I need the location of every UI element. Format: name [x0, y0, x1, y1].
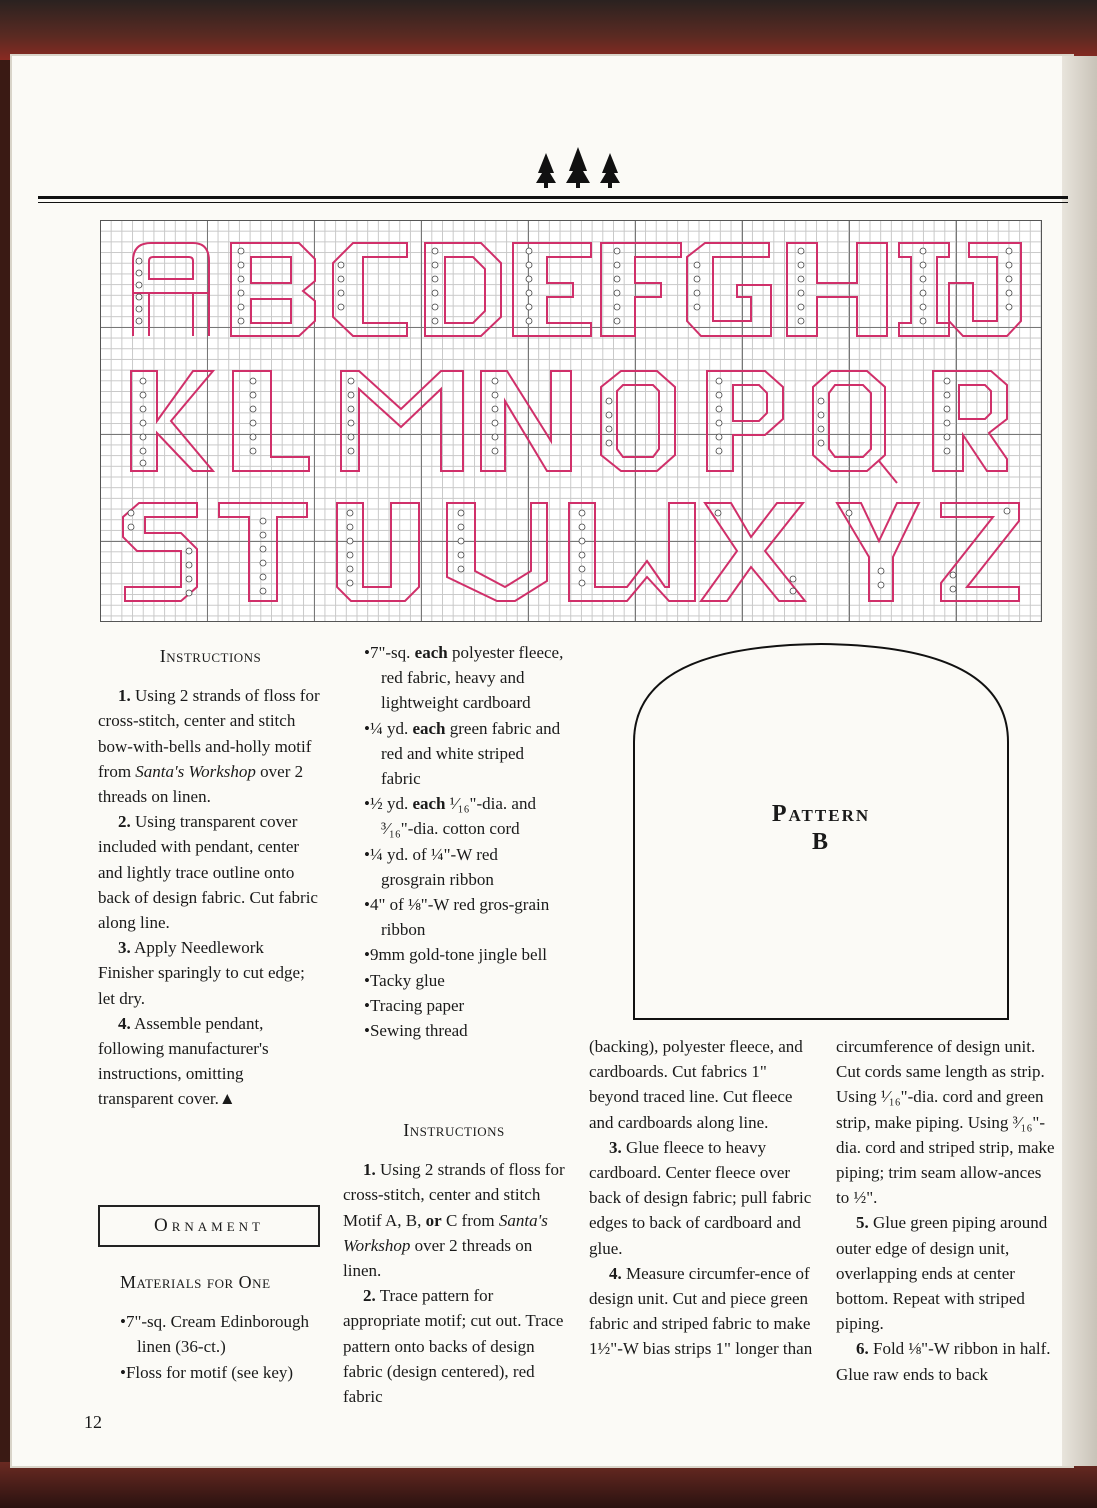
material-item: •4" of ⅛"-W red gros-grain ribbon [364, 895, 550, 940]
alphabet-chart-drawing [101, 221, 1041, 621]
step-number: 3. [118, 938, 131, 958]
material-text: 9mm gold-tone jingle bell [369, 945, 548, 965]
material-bold: each [412, 794, 446, 814]
material-item: •Tracing paper [364, 995, 465, 1015]
material-item: •½ yd. each ¹⁄₁₆"-dia. and ³⁄₁₆"-dia. cotton cord [364, 794, 536, 839]
material-item: •Tacky glue [364, 970, 445, 990]
material-item: •Floss for motif (see key) [120, 1362, 294, 1382]
middle-column-materials [364, 640, 564, 1043]
step-text: Trace pattern for appropriate motif; cut out. Trace pattern onto backs of design fabric (design centered), red fabric [343, 1286, 564, 1407]
step-number: 2. [363, 1286, 376, 1306]
middle-step-2 [343, 1283, 565, 1409]
step-text: Using 2 strands of floss for cross-stitch, center and stitch bow-with-bells and-holly motif from [98, 686, 320, 781]
left-step-2 [98, 809, 323, 935]
right-step-5 [836, 1210, 1058, 1336]
step-number: 4. [609, 1263, 622, 1283]
step-text: Using transparent cover included with pendant, center and lightly trace outline onto back of design fabric. Cut fabric along line. [98, 812, 318, 933]
material-item: •9mm gold-tone jingle bell [364, 945, 548, 965]
step-text-after: over 2 threads on linen. [98, 761, 304, 807]
material-item: •¼ yd. of ¼"-W red grosgrain ribbon [364, 844, 498, 889]
material-text: 4" of ⅛"-W red gros-grain ribbon [369, 895, 550, 940]
material-text: ¼ yd. [369, 718, 413, 738]
step-text: Using 2 strands of floss for cross-stitch, center and stitch Motif A, B, [343, 1160, 565, 1230]
pattern-letter: B [811, 829, 830, 855]
right-step-3 [589, 1135, 815, 1261]
step-number: 5. [856, 1213, 869, 1233]
alphabet-cross-stitch-chart [100, 220, 1042, 622]
pattern-b-label [633, 800, 1009, 856]
step-italic-title: Santa's Workshop [135, 761, 256, 781]
right-column-a [589, 1034, 815, 1362]
material-text: polyester fleece, red fabric, heavy and lightweight cardboard [381, 643, 564, 713]
pattern-title: Pattern [771, 801, 871, 827]
right-step-6 [836, 1336, 1058, 1386]
material-text: ½ yd. [369, 794, 413, 814]
book-frame-bottom [0, 1462, 1097, 1508]
material-text: Tracing paper [369, 995, 465, 1015]
left-step-3 [98, 935, 323, 1011]
step-text: over 2 threads on linen. [343, 1235, 533, 1281]
material-text: ¼ yd. of ¼"-W red grosgrain ribbon [369, 844, 498, 889]
material-text: Floss for motif (see key) [125, 1362, 294, 1382]
step-text: Measure circumfer-ence of design unit. Cut and piece green fabric and striped fabric to make 1½"-W bias strips 1" longer than [589, 1263, 813, 1359]
page-edge-shadow [1062, 56, 1097, 1466]
material-item: •7"-sq. Cream Edinborough linen (36-ct.) [120, 1312, 310, 1357]
materials-heading: Materials for One [120, 1272, 271, 1292]
continued-text: (backing), polyester fleece, and cardboards. Cut fabrics 1" beyond traced line. Cut fleece and cardboards along line. [589, 1037, 803, 1132]
right-column-b [836, 1034, 1058, 1387]
materials-for-one [120, 1270, 325, 1385]
header-rule-thin [38, 202, 1068, 203]
header-rule [38, 196, 1068, 199]
page-number: 12 [84, 1412, 102, 1432]
continued-text: circumference of design unit. Cut cords same length as strip. Using ¹⁄₁₆"-dia. cord and green strip, make piping. Using ³⁄₁₆"-dia. cord and striped strip, make piping; trim seam allow-ances to ½". [836, 1037, 1055, 1208]
material-text: ¹⁄₁₆"-dia. and ³⁄₁₆"-dia. cotton cord [381, 794, 536, 839]
step-text: Fold ⅛"-W ribbon in half. Glue raw ends to back [836, 1339, 1051, 1384]
material-text: Sewing thread [369, 1021, 468, 1041]
material-item: •¼ yd. each green fabric and red and white striped fabric [364, 718, 561, 789]
material-text: 7"-sq. Cream Edinborough linen (36-ct.) [125, 1312, 310, 1357]
material-text: 7"-sq. [369, 643, 415, 662]
left-step-4 [98, 1011, 323, 1112]
material-item: •Sewing thread [364, 1021, 468, 1041]
end-tree-icon: ▲ [218, 1089, 236, 1109]
material-text: green fabric and red and white striped fabric [381, 718, 561, 789]
step-italic-title: Santa's Workshop [343, 1210, 548, 1255]
ornament-section-title: Ornament [98, 1205, 320, 1247]
book-frame-top [0, 0, 1097, 60]
middle-column-instructions [343, 1118, 565, 1409]
instructions-heading: Instructions [403, 1120, 505, 1140]
step-number: 6. [856, 1339, 869, 1359]
step-text: C from [441, 1210, 499, 1230]
step-number: 2. [118, 812, 131, 832]
step-number: 4. [118, 1013, 131, 1033]
step-text: Apply Needlework Finisher sparingly to cut edge; let dry. [98, 938, 305, 1008]
step-number: 1. [363, 1160, 376, 1180]
material-bold: each [414, 643, 448, 662]
step-text: Glue green piping around outer edge of design unit, overlapping ends at center bottom. Repeat with striped piping. [836, 1213, 1048, 1334]
material-item: •7"-sq. each polyester fleece, red fabric, heavy and lightweight cardboard [364, 643, 564, 713]
instructions-heading: Instructions [159, 646, 262, 666]
left-column [98, 644, 323, 1112]
material-bold: each [412, 718, 446, 738]
material-text: Tacky glue [369, 970, 445, 990]
step-number: 1. [118, 686, 131, 706]
step-text: Glue fleece to heavy cardboard. Center fleece over back of design fabric; pull fabric edges to back of cardboard and glue. [589, 1137, 812, 1258]
step-number: 3. [609, 1137, 622, 1157]
tree-ornament-icon [536, 147, 620, 189]
left-step-1 [98, 683, 323, 809]
step-text: Assemble pendant, following manufacturer's instructions, omitting transparent cover. [98, 1013, 269, 1109]
middle-step-1 [343, 1157, 565, 1283]
right-step-4 [589, 1261, 815, 1362]
step-bold: or [425, 1210, 442, 1230]
